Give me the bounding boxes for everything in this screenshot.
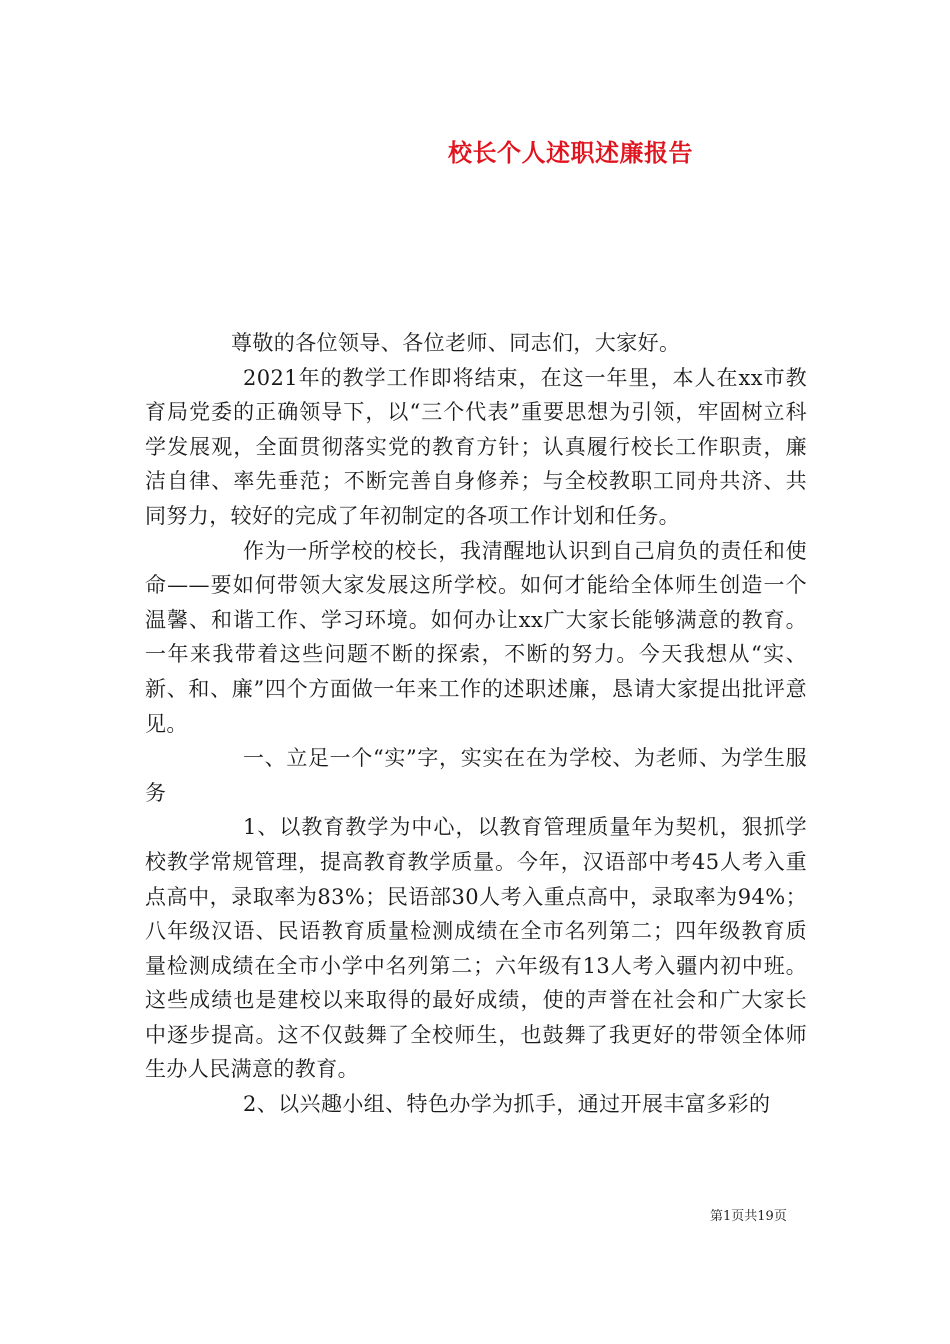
section-heading-1: 一、立足一个“实”字，实实在在为学校、为老师、为学生服务: [145, 746, 807, 805]
document-body: [145, 326, 807, 1122]
document-title: 校长个人述职述廉报告: [448, 138, 693, 167]
paragraph-greeting: 尊敬的各位领导、各位老师、同志们，大家好。: [231, 331, 681, 355]
paragraph-item-2: 2、以兴趣小组、特色办学为抓手，通过开展丰富多彩的: [243, 1092, 771, 1117]
paragraph-item-1: 1、以教育教学为中心，以教育管理质量年为契机，狠抓学校教学常规管理，提高教育教学质量。今年，汉语部中考45人考入重点高中，录取率为83%；民语部30人考入重点高中，录取率为94%；八年级汉语、民语教育质量检测成绩在全市名列第二；四年级教育质量检测成绩在全市小学中名列第二；六年级有13人考入疆内初中班。这些成绩也是建校以来取得的最好成绩，使的声誉在社会和广大家长中逐步提高。这不仅鼓舞了全校师生，也鼓舞了我更好的带领全体师生办人民满意的教育。: [145, 815, 807, 1082]
paragraph-responsibility: 作为一所学校的校长，我清醒地认识到自己肩负的责任和使命——要如何带领大家发展这所学校。如何才能给全体师生创造一个温馨、和谐工作、学习环境。如何办让xx广大家长能够满意的教育。一年来我带着这些问题不断的探索，不断的努力。今天我想从“实、新、和、廉”四个方面做一年来工作的述职述廉，恳请大家提出批评意见。: [145, 538, 807, 736]
page-number-footer: 第1页共19页: [710, 1209, 787, 1224]
paragraph-intro: 2021年的教学工作即将结束，在这一年里，本人在xx市教育局党委的正确领导下，以“三个代表”重要思想为引领，牢固树立科学发展观，全面贯彻落实党的教育方针；认真履行校长工作职责，廉洁自律、率先垂范；不断完善自身修养；与全校教职工同舟共济、共同努力，较好的完成了年初制定的各项工作计划和任务。: [145, 365, 807, 528]
